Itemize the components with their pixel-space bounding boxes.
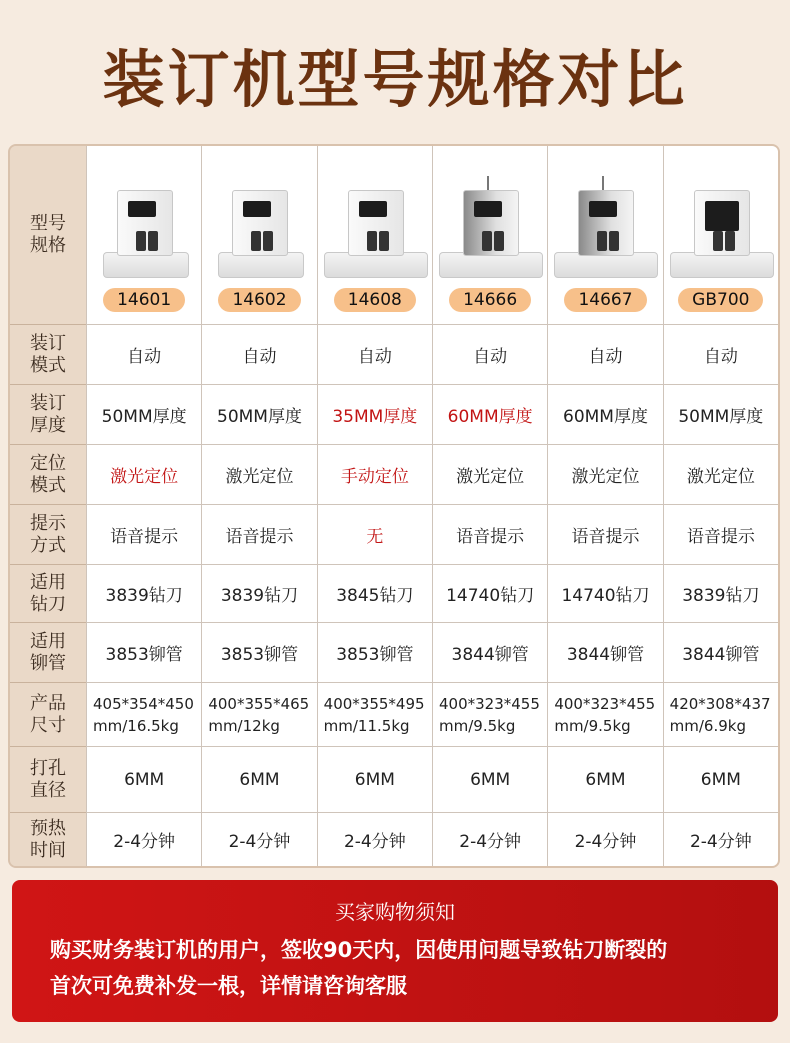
binding-machine-image xyxy=(320,168,430,278)
model-badge: 14601 xyxy=(103,288,185,312)
spec-cell: 2-4分钟 xyxy=(317,812,432,866)
spec-cell: 自动 xyxy=(432,324,547,384)
spec-cell: 手动定位 xyxy=(317,444,432,504)
binding-machine-image xyxy=(89,168,199,278)
buyer-notice-banner xyxy=(12,880,778,1022)
spec-cell: 50MM厚度 xyxy=(663,384,778,444)
spec-cell: 6MM xyxy=(86,746,201,812)
spec-cell: 35MM厚度 xyxy=(317,384,432,444)
model-column-14602 xyxy=(201,146,316,324)
spec-cell-line: mm/6.9kg xyxy=(669,716,746,735)
binding-machine-image xyxy=(204,168,314,278)
spec-cell: 3839钻刀 xyxy=(201,564,316,622)
model-badge: 14666 xyxy=(449,288,531,312)
spec-cell: 3853铆管 xyxy=(317,622,432,682)
spec-cell: 自动 xyxy=(201,324,316,384)
spec-cell: 激光定位 xyxy=(432,444,547,504)
spec-cell: 2-4分钟 xyxy=(432,812,547,866)
row-label: 预热 时间 xyxy=(10,812,86,866)
spec-cell: 3844铆管 xyxy=(663,622,778,682)
spec-cell: 激光定位 xyxy=(547,444,662,504)
model-badge: 14667 xyxy=(564,288,646,312)
model-badge: 14608 xyxy=(334,288,416,312)
model-column-14667 xyxy=(547,146,662,324)
spec-cell: 语音提示 xyxy=(547,504,662,564)
row-label: 产品 尺寸 xyxy=(10,682,86,746)
spec-cell: 3853铆管 xyxy=(86,622,201,682)
spec-comparison-table xyxy=(8,144,780,868)
spec-cell-line: 405*354*450 xyxy=(93,694,194,713)
row-label: 打孔 直径 xyxy=(10,746,86,812)
notice-line: 首次可免费补发一根，详情请咨询客服 xyxy=(50,974,407,998)
spec-cell: 6MM xyxy=(663,746,778,812)
spec-cell: 3845钻刀 xyxy=(317,564,432,622)
spec-cell: 自动 xyxy=(663,324,778,384)
spec-cell xyxy=(317,682,432,746)
spec-cell xyxy=(201,682,316,746)
spec-cell: 50MM厚度 xyxy=(201,384,316,444)
spec-cell: 2-4分钟 xyxy=(201,812,316,866)
spec-cell-line: mm/16.5kg xyxy=(93,716,179,735)
spec-cell: 3844铆管 xyxy=(432,622,547,682)
row-label: 适用 钻刀 xyxy=(10,564,86,622)
spec-cell: 2-4分钟 xyxy=(663,812,778,866)
spec-cell: 14740钻刀 xyxy=(432,564,547,622)
spec-cell: 6MM xyxy=(432,746,547,812)
binding-machine-image xyxy=(435,168,545,278)
binding-machine-image xyxy=(550,168,660,278)
spec-cell: 3853铆管 xyxy=(201,622,316,682)
row-label: 装订 厚度 xyxy=(10,384,86,444)
spec-cell-line: mm/9.5kg xyxy=(554,716,631,735)
spec-cell xyxy=(86,682,201,746)
model-badge: 14602 xyxy=(218,288,300,312)
spec-cell: 6MM xyxy=(201,746,316,812)
spec-cell-line: mm/11.5kg xyxy=(323,716,410,735)
spec-cell: 6MM xyxy=(547,746,662,812)
spec-cell: 2-4分钟 xyxy=(86,812,201,866)
row-label: 定位 模式 xyxy=(10,444,86,504)
spec-cell-line: 400*355*465 xyxy=(208,694,310,713)
spec-grid xyxy=(10,146,778,866)
spec-cell-line: 400*323*455 xyxy=(439,694,540,713)
spec-cell-line: mm/9.5kg xyxy=(439,716,516,735)
model-badge: GB700 xyxy=(678,288,763,312)
spec-cell: 自动 xyxy=(547,324,662,384)
model-column-14608 xyxy=(317,146,432,324)
spec-cell: 3839钻刀 xyxy=(663,564,778,622)
spec-cell xyxy=(432,682,547,746)
spec-cell-line: 420*308*437 xyxy=(669,694,771,713)
spec-cell: 自动 xyxy=(86,324,201,384)
spec-cell: 2-4分钟 xyxy=(547,812,662,866)
binding-machine-image xyxy=(666,168,776,278)
spec-cell: 6MM xyxy=(317,746,432,812)
spec-cell: 语音提示 xyxy=(86,504,201,564)
spec-cell: 自动 xyxy=(317,324,432,384)
spec-cell-line: 400*323*455 xyxy=(554,694,656,713)
spec-cell: 60MM厚度 xyxy=(432,384,547,444)
page-title: 装订机型号规格对比 xyxy=(102,43,688,116)
spec-cell: 语音提示 xyxy=(663,504,778,564)
spec-cell xyxy=(547,682,662,746)
model-column-GB700 xyxy=(663,146,778,324)
spec-cell: 3844铆管 xyxy=(547,622,662,682)
spec-cell: 60MM厚度 xyxy=(547,384,662,444)
spec-cell: 无 xyxy=(317,504,432,564)
spec-cell: 语音提示 xyxy=(432,504,547,564)
spec-cell: 激光定位 xyxy=(201,444,316,504)
model-column-14601 xyxy=(86,146,201,324)
row-label: 适用 铆管 xyxy=(10,622,86,682)
notice-line: 购买财务装订机的用户，签收90天内，因使用问题导致钻刀断裂的 xyxy=(50,938,668,962)
spec-cell: 14740钻刀 xyxy=(547,564,662,622)
spec-cell-line: 400*355*495 xyxy=(323,694,425,713)
spec-cell-line: mm/12kg xyxy=(208,716,280,735)
spec-cell: 语音提示 xyxy=(201,504,316,564)
model-column-14666 xyxy=(432,146,547,324)
row-label-model: 型号 规格 xyxy=(10,146,86,324)
spec-cell: 激光定位 xyxy=(663,444,778,504)
row-label: 提示 方式 xyxy=(10,504,86,564)
spec-cell xyxy=(663,682,778,746)
spec-cell: 50MM厚度 xyxy=(86,384,201,444)
row-label: 装订 模式 xyxy=(10,324,86,384)
notice-title: 买家购物须知 xyxy=(335,900,455,924)
spec-cell: 激光定位 xyxy=(86,444,201,504)
spec-cell: 3839钻刀 xyxy=(86,564,201,622)
